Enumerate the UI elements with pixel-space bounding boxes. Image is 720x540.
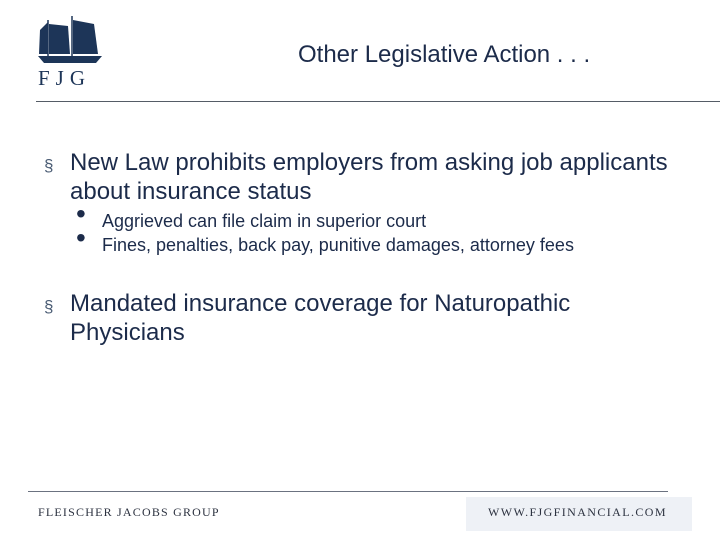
sub-bullet-list bbox=[44, 198, 684, 258]
sub-bullet-item bbox=[44, 198, 684, 234]
section-marker-icon: § bbox=[44, 297, 54, 316]
footer-website: WWW.FJGFINANCIAL.COM bbox=[488, 505, 667, 519]
bullet-dot-icon: • bbox=[76, 222, 86, 253]
bullet-text: Mandated insurance coverage for Naturopathic Physicians bbox=[70, 290, 571, 346]
footer-company-name: FLEISCHER JACOBS GROUP bbox=[38, 505, 220, 519]
sub-bullet-text: Aggrieved can file claim in superior court bbox=[102, 211, 427, 231]
section-marker-icon: § bbox=[44, 156, 54, 175]
company-logo bbox=[38, 16, 104, 92]
bullet-item bbox=[44, 289, 684, 347]
sub-bullet-item bbox=[44, 222, 684, 258]
sailing-ship-icon bbox=[38, 16, 104, 66]
slide-title: Other Legislative Action . . . bbox=[298, 41, 591, 68]
logo-text: FJG bbox=[38, 66, 92, 90]
footer-divider bbox=[28, 491, 668, 492]
bullet-dot-icon: • bbox=[76, 198, 86, 229]
header-divider bbox=[36, 101, 720, 102]
bullet-item bbox=[44, 148, 684, 206]
sub-bullet-text: Fines, penalties, back pay, punitive damages, attorney fees bbox=[102, 235, 574, 255]
slide-body bbox=[44, 148, 684, 347]
bullet-text: New Law prohibits employers from asking job applicants about insurance status bbox=[70, 149, 668, 205]
